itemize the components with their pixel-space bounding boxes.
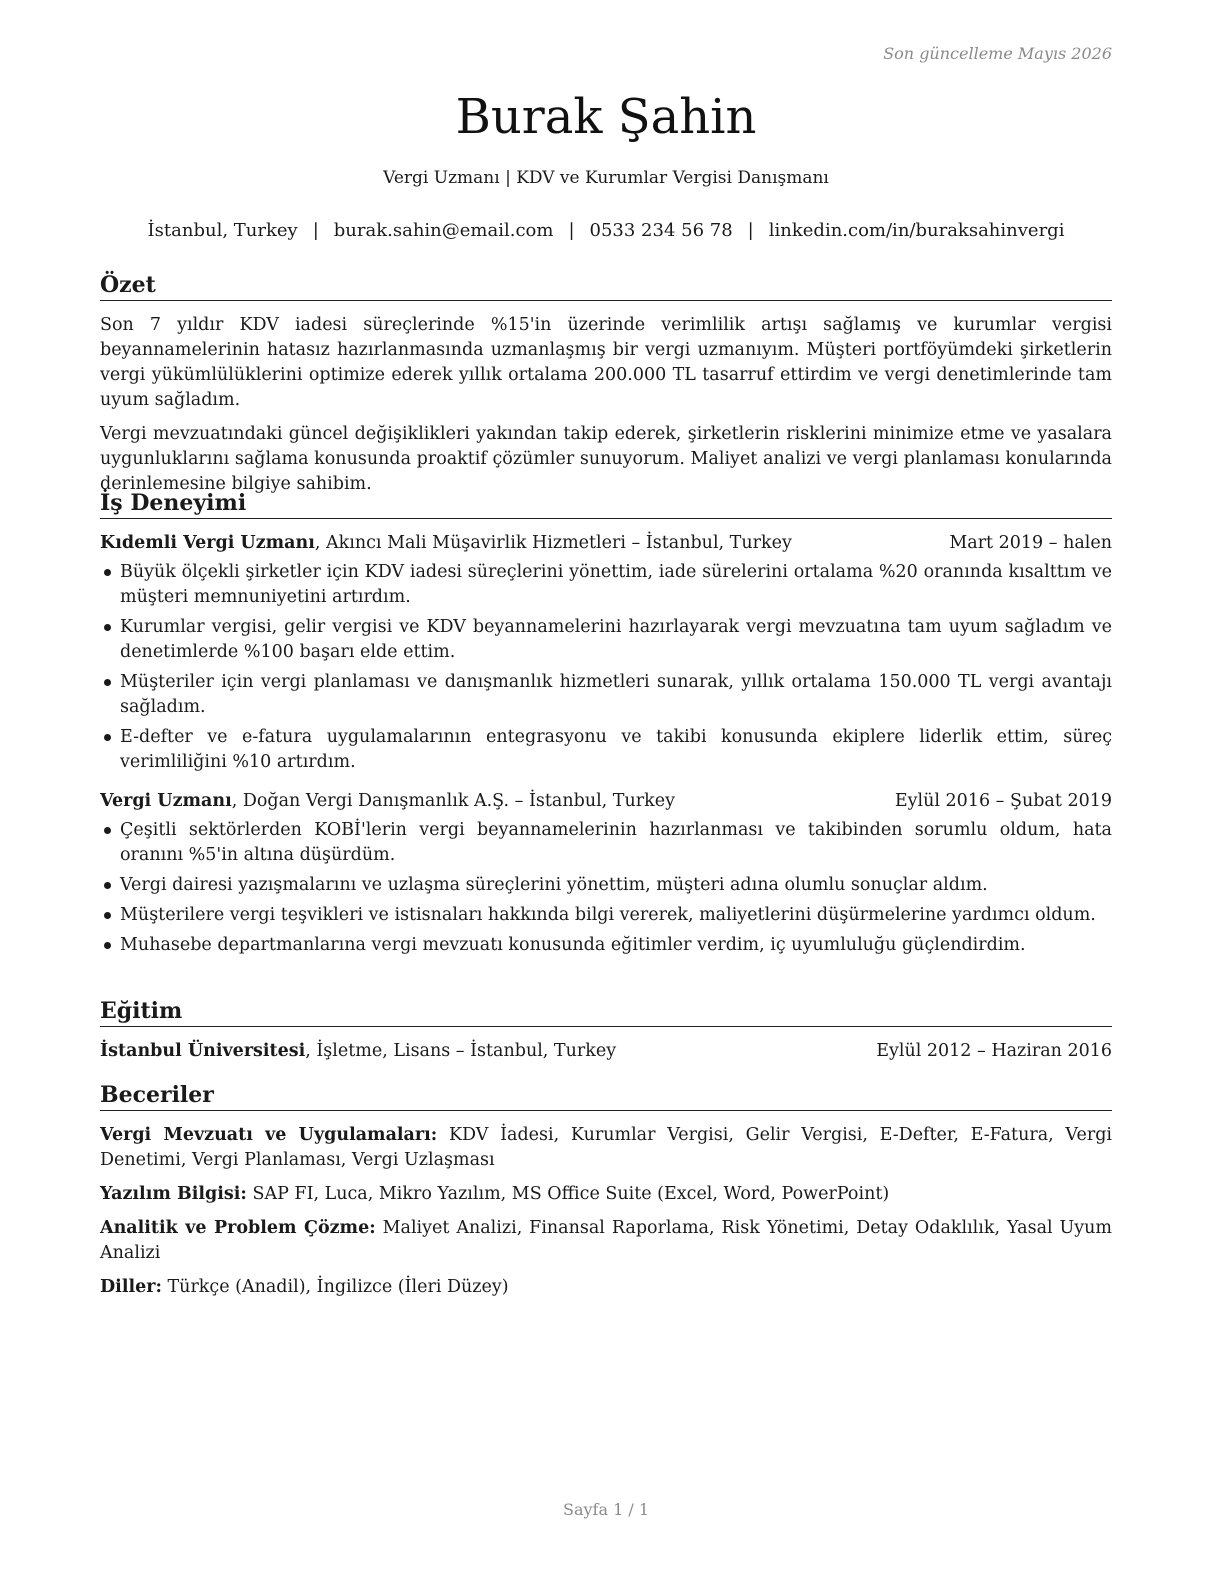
contact-separator: | [747, 220, 754, 241]
job-org: , Akıncı Mali Müşavirlik Hizmetleri – İstanbul, Turkey [314, 533, 792, 553]
skill-row [100, 1275, 1112, 1300]
education-line [100, 1039, 616, 1064]
list-item: Müşterilere vergi teşvikleri ve istisnaları hakkında bilgi vererek, maliyetlerini düşürmelerine yardımcı oldum. [100, 903, 1112, 928]
section-title: Eğitim [100, 997, 1112, 1027]
list-item: Müşteriler için vergi planlaması ve danışmanlık hizmetleri sunarak, yıllık ortalama 150.000 TL vergi avantajı sağladım. [100, 670, 1112, 720]
section-title: İş Deneyimi [100, 489, 1112, 519]
contact-line [100, 218, 1112, 244]
contact-email[interactable]: burak.sahin@email.com [333, 220, 554, 241]
contact-location: İstanbul, Turkey [147, 220, 298, 241]
education-section [100, 997, 1112, 1068]
summary-section [100, 271, 1112, 506]
headline: Vergi Uzmanı | KDV ve Kurumlar Vergisi Danışmanı [383, 168, 829, 188]
list-item: Muhasebe departmanlarına vergi mevzuatı konusunda eğitimler verdim, iç uyumluluğu güçlendirdim. [100, 933, 1112, 958]
job-header [100, 531, 1112, 556]
summary-paragraph: Son 7 yıldır KDV iadesi süreçlerinde %15'in üzerinde verimlilik artışı sağlamış ve kurumlar vergisi beyannamelerinin hatasız hazırlanmasında uzmanlaşmış bir vergi uzmanıyım. Müşteri portföyümdeki şirketlerin vergi yükümlülüklerini optimize ederek yıllık ortalama 200.000 TL tasarruf ettirdim ve vergi denetimlerinde tam uyum sağladım. [100, 315, 1112, 410]
job-role-line [100, 531, 792, 556]
skills-section [100, 1081, 1112, 1309]
skill-label: Vergi Mevzuatı ve Uygulamaları: [100, 1125, 438, 1145]
experience-section [100, 489, 1112, 963]
section-title: Özet [100, 271, 1112, 301]
skill-label: Yazılım Bilgisi: [100, 1184, 247, 1204]
job-header [100, 789, 1112, 814]
skill-value: SAP FI, Luca, Mikro Yazılım, MS Office Suite (Excel, Word, PowerPoint) [246, 1184, 890, 1204]
job-org: , Doğan Vergi Danışmanlık A.Ş. – İstanbul, Turkey [231, 791, 675, 811]
skill-value: KDV İadesi, Kurumlar Vergisi, Gelir Vergisi, E-Defter, E-Fatura, Vergi Denetimi, Vergi Planlaması, Vergi Uzlaşması [100, 1125, 1112, 1170]
section-title: Beceriler [100, 1081, 1112, 1111]
contact-separator: | [312, 220, 319, 241]
school-name: İstanbul Üniversitesi [100, 1041, 306, 1061]
job-dates: Mart 2019 – halen [949, 533, 1112, 553]
job-role: Vergi Uzmanı [100, 791, 232, 811]
contact-phone[interactable]: 0533 234 56 78 [589, 220, 733, 241]
skill-label: Diller: [100, 1277, 162, 1297]
skill-value: Maliyet Analizi, Finansal Raporlama, Risk Yönetimi, Detay Odaklılık, Yasal Uyum Analizi [100, 1218, 1113, 1263]
skill-row [100, 1123, 1112, 1173]
education-dates: Eylül 2012 – Haziran 2016 [876, 1041, 1112, 1061]
education-detail: , İşletme, Lisans – İstanbul, Turkey [305, 1041, 617, 1061]
skill-label: Analitik ve Problem Çözme: [100, 1218, 376, 1238]
list-item: E-defter ve e-fatura uygulamalarının entegrasyonu ve takibi konusunda ekiplere liderlik ettim, süreç verimliliğini %10 artırdım. [100, 725, 1112, 775]
list-item: Büyük ölçekli şirketler için KDV iadesi süreçlerini yönettim, iade sürelerini ortalama %20 oranında kısalttım ve müşteri memnuniyetini artırdım. [100, 560, 1112, 610]
contact-linkedin[interactable]: linkedin.com/in/buraksahinvergi [768, 220, 1065, 241]
job-entry [100, 789, 1112, 958]
skill-row [100, 1216, 1112, 1266]
page-number: Sayfa 1 / 1 [562, 1500, 649, 1519]
job-bullets [100, 560, 1112, 775]
job-role-line [100, 789, 675, 814]
skill-row [100, 1182, 1112, 1207]
list-item: Kurumlar vergisi, gelir vergisi ve KDV beyannamelerini hazırlayarak vergi mevzuatına tam uyum sağladım ve denetimlerde %100 başarı elde ettim. [100, 615, 1112, 665]
list-item: Çeşitli sektörlerden KOBİ'lerin vergi beyannamelerinin hazırlanması ve takibinden sorumlu oldum, hata oranını %5'in altına düşürdüm. [100, 818, 1112, 868]
last-updated: Son güncelleme Mayıs 2026 [883, 44, 1112, 63]
summary-paragraph: Vergi mevzuatındaki güncel değişiklikleri yakından takip ederek, şirketlerin risklerini minimize etme ve yasalara uygunluklarını sağlama konusunda proaktif çözümler sunuyorum. Maliyet analizi ve vergi planlaması konularında derinlemesine bilgiye sahibim. [100, 424, 1112, 494]
job-role: Kıdemli Vergi Uzmanı [100, 533, 315, 553]
job-bullets [100, 818, 1112, 958]
job-entry [100, 531, 1112, 775]
job-dates: Eylül 2016 – Şubat 2019 [894, 791, 1112, 811]
person-name: Burak Şahin [455, 89, 757, 145]
list-item: Vergi dairesi yazışmalarını ve uzlaşma süreçlerini yönettim, müşteri adına olumlu sonuçlar aldım. [100, 873, 1112, 898]
skill-value: Türkçe (Anadil), İngilizce (İleri Düzey) [161, 1277, 509, 1297]
contact-separator: | [568, 220, 575, 241]
resume-page [100, 0, 1112, 1584]
education-entry [100, 1039, 1112, 1064]
